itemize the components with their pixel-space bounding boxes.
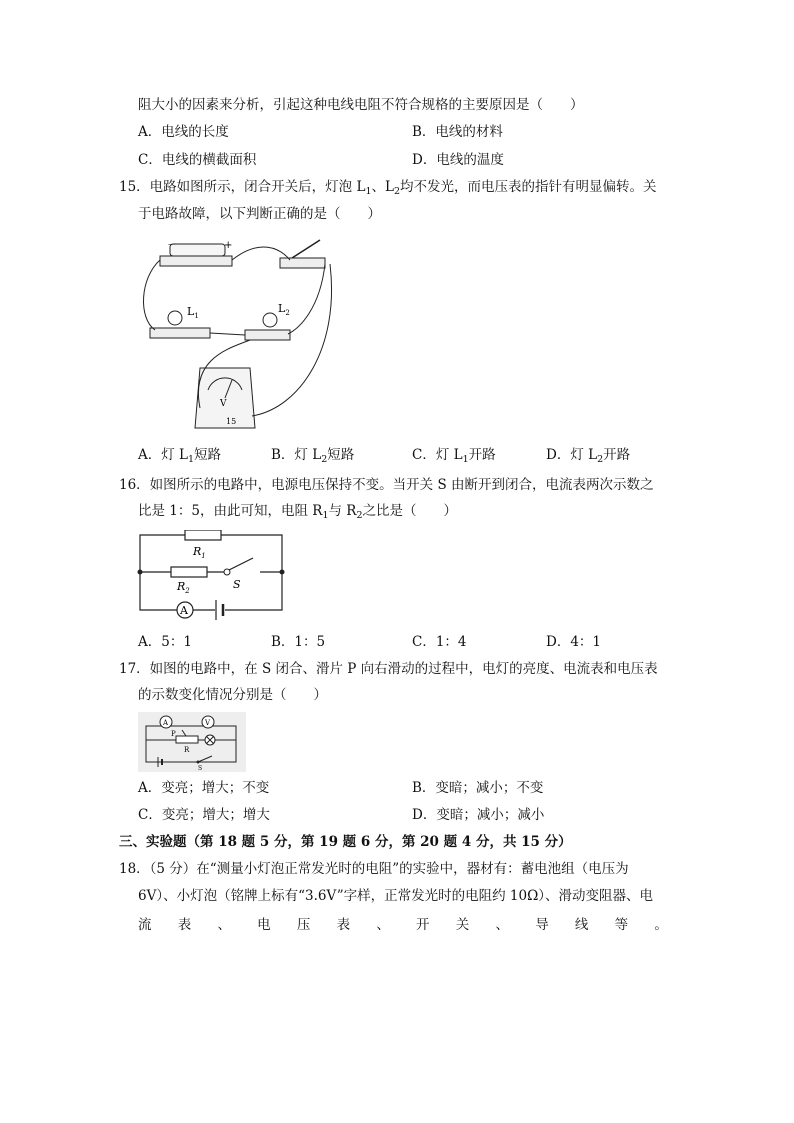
- switch-base: [280, 258, 325, 268]
- battery-cell: [170, 244, 225, 256]
- q18-char: 。: [654, 917, 668, 933]
- q17-option-b: B．变暗；减小；不变: [412, 780, 544, 796]
- ammeter-label: A: [180, 604, 188, 617]
- q16-option-c: C．1：4: [412, 634, 467, 650]
- q14-option-a: A．电线的长度: [138, 124, 229, 140]
- q18-char: 、: [376, 917, 390, 933]
- wire: [288, 264, 325, 334]
- q17-stem-line1: 17．如图的电路中，在 S 闭合、滑片 P 向右滑动的过程中，电灯的亮度、电流表和电压表: [119, 661, 658, 677]
- q17-option-c: C．变亮；增大；增大: [138, 807, 270, 823]
- voltmeter-scale-label: 15: [226, 417, 237, 426]
- resistor-r1: [185, 530, 221, 540]
- q18-char: 开: [416, 917, 430, 933]
- q18-char: 表: [336, 917, 351, 933]
- q14-option-b: B．电线的材料: [412, 124, 503, 140]
- q18-char: 等: [614, 917, 629, 933]
- q18-char: 关: [455, 917, 470, 933]
- slider-p-label: P: [171, 730, 176, 738]
- section-heading: 三、实验题（第 18 题 5 分，第 19 题 6 分，第 20 题 4 分，共 15 分）: [119, 834, 572, 850]
- q15-option-d: D．灯 $L_2$开路: [546, 447, 631, 465]
- q18-stem-line3: [138, 913, 668, 933]
- q18-stem-line2: 6V）、小灯泡（铭牌上标有“3.6V”字样，正常发光时的电阻约 10Ω）、滑动变阻器、电: [138, 888, 654, 904]
- q16-stem-line1: 16．如图所示的电路中，电源电压保持不变。当开关 S 由断开到闭合，电流表两次示数之: [119, 477, 654, 493]
- bulb-l1-base: [150, 328, 210, 338]
- q15-stem-line1: 15．电路如图所示，闭合开关后，灯泡 $L_1$、$L_2$均不发光，而电压表的指针有明显偏转。关: [119, 179, 657, 197]
- wire: [210, 333, 245, 335]
- q16-circuit-figure: [135, 530, 295, 625]
- q15-option-b: B．灯 $L_2$短路: [271, 447, 355, 465]
- q16-option-d: D．4：1: [546, 634, 602, 650]
- q14-option-c: C．电线的横截面积: [138, 152, 257, 168]
- bulb-l2-icon: [263, 313, 277, 327]
- junction-dot: [138, 570, 143, 575]
- voltmeter-label: V: [205, 719, 211, 727]
- bulb-l1-label: $L_1$: [187, 305, 199, 320]
- switch-s-label: S: [198, 765, 203, 772]
- q18-stem-line1: 18．（5 分）在“测量小灯泡正常发光时的电阻”的实验中，器材有：蓄电池组（电压为: [119, 861, 629, 877]
- bulb-l2-label: $L_2$: [278, 302, 290, 317]
- q15-option-c: C．灯 $L_1$开路: [412, 447, 496, 465]
- q18-char: 线: [574, 917, 589, 933]
- battery-plus-label: +: [224, 240, 233, 251]
- q18-char: 压: [296, 917, 311, 933]
- voltmeter-label: V: [220, 399, 227, 409]
- q16-stem-line2: 比是 1：5，由此可知，电阻 $R_1$与 $R_2$之比是（ ）: [138, 503, 457, 521]
- q15-stem-line2: 于电路故障，以下判断正确的是（ ）: [138, 206, 381, 222]
- q14-option-d: D．电线的温度: [412, 152, 504, 168]
- q18-char: 流: [138, 917, 152, 933]
- q18-char: 电: [257, 917, 271, 933]
- q18-char: 、: [217, 917, 231, 933]
- resistor-r2: [171, 567, 207, 577]
- battery-base: [160, 256, 232, 266]
- q17-option-d: D．变暗；减小；减小: [412, 807, 545, 823]
- q16-option-a: A．5：1: [138, 634, 192, 650]
- q14-continuation: 阻大小的因素来分析，引起这种电线电阻不符合规格的主要原因是（ ）: [138, 97, 584, 113]
- switch-blade: [292, 240, 320, 258]
- junction-dot: [280, 570, 285, 575]
- q16-option-b: B．1：5: [271, 634, 326, 650]
- rheostat-r: [176, 736, 198, 743]
- q17-stem-line2: 的示数变化情况分别是（ ）: [138, 687, 327, 703]
- q15-circuit-figure: [140, 238, 350, 438]
- rheostat-r-label: R: [184, 746, 190, 754]
- q18-char: 、: [495, 917, 509, 933]
- q17-circuit-figure: [138, 712, 246, 772]
- bulb-l1-icon: [168, 311, 182, 325]
- ammeter-label: A: [163, 719, 169, 727]
- resistor-r2-label: $R_2$: [177, 580, 190, 595]
- switch-s-label: S: [233, 578, 241, 591]
- q17-option-a: A．变亮；增大；不变: [138, 780, 270, 796]
- resistor-r1-label: $R_1$: [193, 545, 206, 560]
- battery-minus-label: －: [167, 240, 177, 251]
- wire: [144, 260, 160, 330]
- q15-option-a: A．灯 $L_1$短路: [138, 447, 222, 465]
- q18-char: 表: [177, 917, 192, 933]
- bulb-l2-base: [245, 330, 290, 340]
- q18-char: 导: [535, 917, 549, 933]
